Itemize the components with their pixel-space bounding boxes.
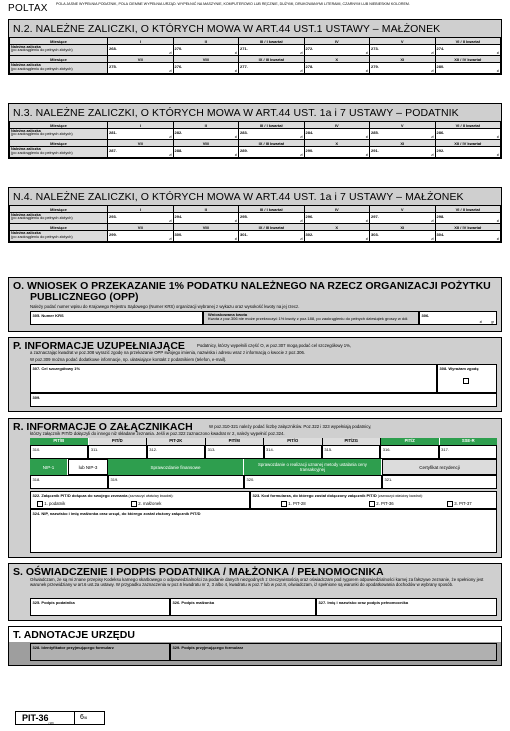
months-header: Miesiące (10, 224, 108, 231)
option-label: 1. podatnik (44, 501, 66, 507)
amount-field[interactable]: 290. zł (305, 147, 368, 157)
month-header: XI (370, 56, 436, 63)
month-header: IX / III kwartał (239, 56, 305, 63)
krs-number-field[interactable]: 305. Numer KRS (30, 311, 203, 325)
month-header: VII (108, 140, 174, 147)
amount-field[interactable]: 274. zł (436, 45, 499, 55)
section-title: N.4. NALEŻNE ZALICZKI, O KTÓRYCH MOWA W ART.44 UST. 1a i 7 USTAWY – MAŁŻONEK (9, 188, 501, 205)
row-label: Należna zaliczka (po zaokrągleniu do pełnych złotych) (10, 213, 108, 224)
month-header: XII / IV kwartał (435, 140, 501, 147)
month-header: XI (370, 140, 436, 147)
amount-field[interactable]: 276. zł (174, 63, 237, 73)
attachment-name: Sprawozdanie finansowe (108, 459, 244, 475)
pit36-checkbox[interactable] (369, 501, 375, 507)
attachment-name: PIT/ZG (323, 438, 382, 445)
month-header: X (304, 56, 370, 63)
amount-field[interactable]: 275. zł (109, 63, 172, 73)
amount-field[interactable]: 292. zł (436, 147, 499, 157)
row-label: Należna zaliczka (po zaokrągleniu do pełnych złotych) (10, 231, 108, 242)
section-title: R. INFORMACJE O ZAŁĄCZNIKACH (13, 421, 193, 433)
amount-field[interactable]: 281. zł (109, 129, 172, 139)
amount-field[interactable]: 291. zł (371, 147, 434, 157)
month-header: IV (304, 38, 370, 45)
attachments-count-row (30, 445, 497, 459)
top-header (8, 2, 502, 18)
section-title: T. ADNOTACJE URZĘDU (9, 627, 501, 642)
section-description: którzy załącznik PIT/D dołączyli do innego niż składane zeznania. Jeśli w poz.322 zaznaczono kwadrat nr 2, należy wypełnić poz.324. (30, 431, 285, 436)
month-header: VIII (173, 140, 239, 147)
month-header: I (108, 206, 174, 213)
amount-field[interactable]: 285. zł (371, 129, 434, 139)
consent-field: 308. Wyrażam zgodę (437, 364, 497, 393)
amount-field[interactable]: 286. zł (436, 129, 499, 139)
attachment-count-field[interactable]: 320. (244, 475, 382, 489)
attachment-name: SSE-R (440, 438, 498, 445)
advance-table (9, 121, 501, 158)
amount-field[interactable]: 284. zł (305, 129, 368, 139)
attachment-name: PIT/M (206, 438, 265, 445)
month-header: IV (304, 206, 370, 213)
month-header: II (173, 122, 239, 129)
additional-info-field[interactable]: 309. (30, 393, 497, 407)
month-header: X (304, 140, 370, 147)
amount-field[interactable]: 304. zł (436, 231, 499, 241)
month-header: VI / II kwartał (435, 206, 501, 213)
attachment-count-field[interactable]: 311. (88, 445, 146, 459)
month-header: IX / III kwartał (239, 224, 305, 231)
section-s (8, 563, 502, 621)
office-signature-field: 329. Podpis przyjmującego formularz (170, 643, 497, 661)
attachment-name: NIP-1 (30, 459, 68, 475)
section-title-cont: PUBLICZNEGO (OPP) (30, 291, 139, 303)
section-title: N.3. NALEŻNE ZALICZKI, O KTÓRYCH MOWA W ART.44 UST. 1a i 7 USTAWY – PODATNIK (9, 104, 501, 121)
attachments-header-row (30, 438, 497, 445)
attachment-name: PIT/O (264, 438, 323, 445)
section-description: Należy podać numer wpisu do Krajowego Rejestru Sądowego (Numer KRS) organizacji wybranej z wykazu oraz wysokość kwoty na jej rzecz. (30, 304, 300, 309)
attachment-count-field[interactable]: 319. (108, 475, 244, 489)
attachment-name: lub NIP-3 (68, 459, 108, 475)
page-number: 6/6 (75, 711, 105, 725)
month-header: I (108, 122, 174, 129)
month-header: VIII (173, 56, 239, 63)
section-t (8, 626, 502, 666)
attachment-count-field[interactable]: 321. (382, 475, 497, 489)
attachment-count-field[interactable]: 318. (30, 475, 108, 489)
spouse-checkbox[interactable] (131, 501, 137, 507)
month-header: XII / IV kwartał (435, 224, 501, 231)
section-o (8, 277, 502, 332)
amount-field[interactable]: 270. zł (174, 45, 237, 55)
section-n3 (8, 103, 502, 159)
section-description: W poz.309 można podać dodatkowe informacje, np. ułatwiające kontakt z podatnikiem (telefon, e-mail). (30, 357, 227, 362)
attachment-name: Certyfikat rezydencji (382, 459, 497, 475)
attachment-name: Sprawozdanie o realizacji uznanej metody ustalania ceny transakcyjnej (244, 459, 382, 475)
row-label: Należna zaliczka (po zaokrągleniu do pełnych złotych) (10, 45, 108, 56)
requested-amount-field[interactable]: 306. zł gr (419, 311, 497, 325)
amount-field[interactable]: 300. zł (174, 231, 237, 241)
amount-field[interactable]: 295. zł (240, 213, 303, 223)
amount-field[interactable]: 283. zł (240, 129, 303, 139)
purpose-field[interactable]: 307. Cel szczegółowy 1% (30, 364, 437, 393)
month-header: III / I kwartał (239, 206, 305, 213)
month-header: VI / II kwartał (435, 38, 501, 45)
amount-field[interactable]: 271. zł (240, 45, 303, 55)
section-n4 (8, 187, 502, 243)
section-r (8, 418, 502, 558)
advance-table (9, 37, 501, 74)
option-label: 2. małżonek (138, 501, 162, 507)
consent-checkbox[interactable] (463, 378, 469, 384)
amount-field[interactable]: 303. zł (371, 231, 434, 241)
month-header: V (370, 122, 436, 129)
row-label: Należna zaliczka (po zaokrągleniu do pełnych złotych) (10, 129, 108, 140)
brand-logo: POLTAX (8, 3, 48, 14)
taxpayer-checkbox[interactable] (37, 501, 43, 507)
form-code-label: PIT-$36_{(18)}$ (15, 711, 75, 725)
month-header: II (173, 38, 239, 45)
month-header: X (304, 224, 370, 231)
month-header: VIII (173, 224, 239, 231)
advance-table (9, 205, 501, 242)
pitd-attached-by-field: 322. Załącznik PIT/D dołącza do swojego zeznania (zaznaczyć właściwy kwadrat): 1. podatnik 2. małżonek (30, 491, 250, 509)
section-title: P. INFORMACJE UZUPEŁNIAJĄCE (13, 340, 185, 352)
month-header: XII / IV kwartał (435, 56, 501, 63)
months-header: Miesiące (10, 140, 108, 147)
month-header: II (173, 206, 239, 213)
option-label: 3. PIT-37 (454, 501, 472, 507)
amount-field[interactable]: 297. zł (371, 213, 434, 223)
spouse-signature-field[interactable]: 326. Podpis małżonka (170, 598, 316, 616)
section-description: W poz.310-321 należy podać liczbę załączników. Poz.322 i 323 wypełniają podatnicy, (209, 424, 372, 429)
month-header: IX / III kwartał (239, 140, 305, 147)
month-header: I (108, 38, 174, 45)
amount-field[interactable]: 278. zł (305, 63, 368, 73)
amount-field[interactable]: 282. zł (174, 129, 237, 139)
declaration-text: Oświadczam, że są mi znane przepisy Kodeksu karnego skarbowego o odpowiedzialności za podanie danych niezgodnych z rzeczywistością oraz oświadczam pod rygorem odpowiedzialności karnej za fałszywe zeznanie, że spełniony jest warunek przewidziany w art.6 ust.2a ustawy. W przypadku zaznaczenia w poz.6 kwadratu nr 2, 3 albo 4, kwadratu w poz.7 lub w poz.8, oświadczam, iż spełnione są warunki do opodatkowania dochodów w wybrany sposób. (30, 577, 484, 587)
amount-field[interactable]: 288. zł (174, 147, 237, 157)
amount-field[interactable]: 296. zł (305, 213, 368, 223)
section-title: O. WNIOSEK O PRZEKAZANIE 1% PODATKU NALEŻNEGO NA RZECZ ORGANIZACJI POŻYTKU (13, 280, 491, 292)
month-header: VII (108, 56, 174, 63)
months-header: Miesiące (10, 122, 108, 129)
amount-field[interactable]: 272. zł (305, 45, 368, 55)
office-id-field: 328. Identyfikator przyjmującego formularz (30, 643, 170, 661)
taxpayer-signature-field[interactable]: 325. Podpis podatnika (30, 598, 170, 616)
amount-field[interactable]: 273. zł (371, 45, 434, 55)
pit37-checkbox[interactable] (447, 501, 453, 507)
month-header: V (370, 38, 436, 45)
proxy-signature-field[interactable]: 327. Imię i nazwisko oraz podpis pełnomocnika (316, 598, 497, 616)
row-label: Należna zaliczka (po zaokrągleniu do pełnych złotych) (10, 147, 108, 158)
amount-field[interactable]: 299. zł (109, 231, 172, 241)
section-description: a zaznaczając kwadrat w poz.308 wyrazić zgodę na przekazanie OPP swojego imienia, nazwiska i adresu wraz z informacją o kwocie z poz.306. (30, 350, 306, 355)
attachment-count-field[interactable]: 317. (439, 445, 497, 459)
row-label: Należna zaliczka (po zaokrągleniu do pełnych złotych) (10, 63, 108, 74)
month-header: III / I kwartał (239, 38, 305, 45)
section-description: Podatnicy, którzy wypełnili część O, w poz.307 mogą podać cel szczegółowy 1%, (197, 343, 352, 348)
option-label: 1. PIT-28 (288, 501, 306, 507)
amount-field[interactable]: 298. zł (436, 213, 499, 223)
amount-description: Wnioskowana kwota Kwota z poz.306 nie może przekroczyć 1% kwoty z poz.188, po zaokrągleniu do pełnych dziesiątek groszy w dół. (203, 311, 419, 325)
attachment-count-field[interactable]: 312. (147, 445, 205, 459)
month-header: VI / II kwartał (435, 122, 501, 129)
amount-field[interactable]: 268. zł (109, 45, 172, 55)
amount-field[interactable]: 301. zł (240, 231, 303, 241)
attachment-count-field[interactable]: 310. (30, 445, 88, 459)
attachment-name: PIT/Z (381, 438, 440, 445)
months-header: Miesiące (10, 56, 108, 63)
amount-field[interactable]: 302. zł (305, 231, 368, 241)
month-header: III / I kwartał (239, 122, 305, 129)
amount-field[interactable]: 280. zł (436, 63, 499, 73)
form-code-field: 323. Kod formularza, do którego został dołączony załącznik PIT/D (zaznaczyć właściwy kwadrat): 1. PIT-28 2. PIT-36 3. PIT-37 (250, 491, 497, 509)
attachments-header-row-2 (30, 459, 497, 475)
month-header: V (370, 206, 436, 213)
month-header: IV (304, 122, 370, 129)
pit28-checkbox[interactable] (281, 501, 287, 507)
option-label: 2. PIT-36 (376, 501, 394, 507)
attachment-count-field[interactable]: 316. (380, 445, 438, 459)
month-header: XI (370, 224, 436, 231)
attachment-count-field[interactable]: 314. (264, 445, 322, 459)
amount-field[interactable]: 294. zł (174, 213, 237, 223)
amount-field[interactable]: 277. zł (240, 63, 303, 73)
attachment-name: PIT-2K (147, 438, 206, 445)
attachments-count-row-2 (30, 475, 497, 489)
attachment-count-field[interactable]: 313. (205, 445, 263, 459)
section-title: N.2. NALEŻNE ZALICZKI, O KTÓRYCH MOWA W ART.44 UST.1 USTAWY – MAŁŻONEK (9, 20, 501, 37)
amount-field[interactable]: 279. zł (371, 63, 434, 73)
section-p (8, 337, 502, 412)
attachment-name: PIT/D (89, 438, 148, 445)
amount-field[interactable]: 289. zł (240, 147, 303, 157)
amount-field[interactable]: 293. zł (109, 213, 172, 223)
month-header: VII (108, 224, 174, 231)
filling-instructions: POLA JASNE WYPEŁNIA PODATNIK, POLA CIEMNE WYPEŁNIA URZĄD. WYPEŁNIĆ NA MASZYNIE, KOMPUTEROWO LUB RĘCZNIE, DUŻYMI, DRUKOWANYMI LITERAMI, CZARNYM LUB NIEBIESKIM KOLOREM. (56, 2, 410, 6)
attachment-name: PIT/B (30, 438, 89, 445)
months-header: Miesiące (10, 38, 108, 45)
amount-field[interactable]: 287. zł (109, 147, 172, 157)
months-header: Miesiące (10, 206, 108, 213)
section-title: S. OŚWIADCZENIE I PODPIS PODATNIKA / MAŁŻONKA / PEŁNOMOCNIKA (13, 566, 384, 578)
section-n2 (8, 19, 502, 75)
attachment-count-field[interactable]: 315. (322, 445, 380, 459)
spouse-info-field[interactable]: 324. NIP, nazwisko i imię małżonka oraz urząd, do którego został złożony załącznik PIT/D (30, 509, 497, 553)
